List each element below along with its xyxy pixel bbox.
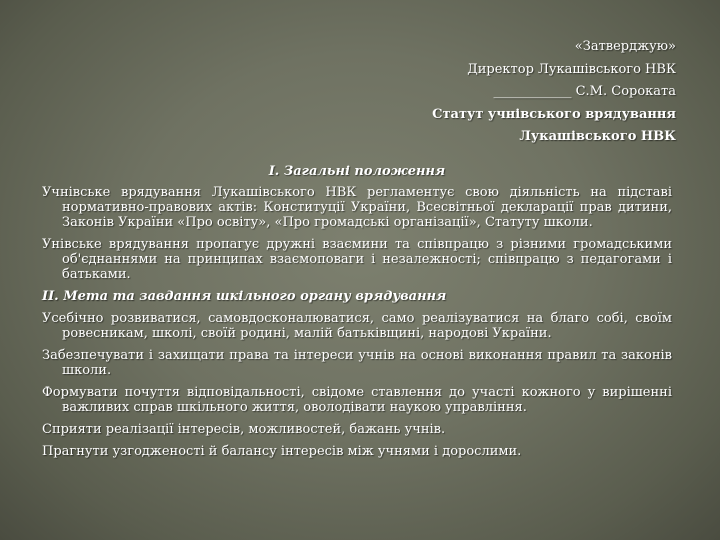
section-2-paragraph: Забезпечувати і захищати права та інтереси учнів на основі виконання правил та законів школи. bbox=[42, 348, 672, 378]
section-2-paragraph: Прагнути узгодженості й балансу інтересів між учнями і дорослими. bbox=[42, 444, 522, 459]
section-2-paragraph: Формувати почуття відповідальності, свідоме ставлення до участі кожного у вирішенні важливих справ шкільного життя, оволодівати наукою управління. bbox=[42, 385, 672, 415]
section-1-heading: І. Загальні положення bbox=[268, 164, 446, 179]
section-2-paragraph: Усебічно розвиватися, самовдосконалюватися, само реалізуватися на благо собі, своїм ровесникам, школі, своїй родині, малій батьківщині, народові України. bbox=[42, 311, 672, 341]
section-1-paragraph: Унівське врядування пропагує дружні взаємини та співпрацю з різними громадськими об'єднаннями на принципах взаємоповаги і незалежності; співпрацю з педагогами і батьками. bbox=[42, 237, 672, 282]
director-title: Директор Лукашівського НВК bbox=[467, 61, 676, 77]
approval-label: «Затверджую» bbox=[574, 39, 676, 54]
document-body bbox=[42, 164, 672, 466]
section-2-heading: ІІ. Мета та завдання шкільного органу врядування bbox=[42, 289, 447, 304]
statute-organization: Лукашівського НВК bbox=[519, 129, 676, 144]
section-2-paragraph: Сприяти реалізації інтересів, можливостей, бажань учнів. bbox=[42, 422, 446, 437]
signature-line: ____________ С.М. Сороката bbox=[493, 84, 676, 99]
section-1-paragraph: Учнівське врядування Лукашівського НВК регламентує свою діяльність на підставі нормативно-правових актів: Конституції України, Всесвітньої декларації прав дитини, Законів України «Про освіту», «Про громадські організації», Статуту школи. bbox=[42, 185, 672, 230]
approval-block bbox=[432, 36, 676, 149]
statute-title: Статут учнівського врядування bbox=[432, 106, 676, 122]
